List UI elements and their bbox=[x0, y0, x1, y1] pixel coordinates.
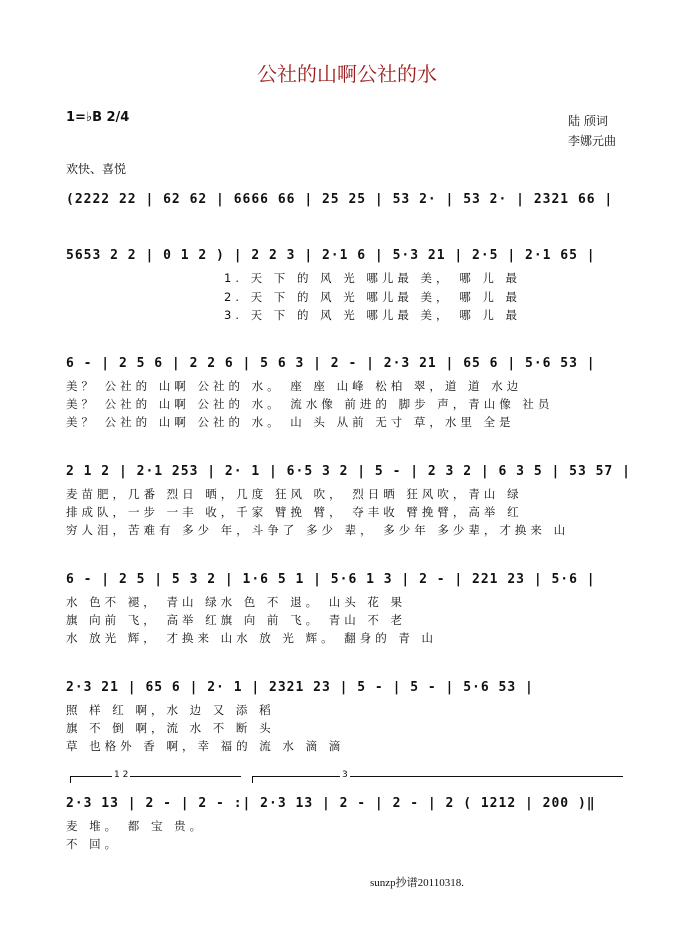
lyric-line-2-verse-2: 2. 天 下 的 风 光 哪儿最 美， 哪 儿 最 bbox=[224, 290, 522, 304]
lyric-line-6-verse-3: 草 也格外 香 啊，幸 福的 流 水 滴 滴 bbox=[66, 739, 345, 753]
lyric-line-7-verse-1: 麦 堆。 都 宝 贵。 bbox=[66, 819, 206, 833]
transcriber-note: sunzp抄谱20110318. bbox=[370, 877, 465, 889]
lyricist-credit: 陆 颀词 bbox=[568, 114, 608, 128]
composer-credit: 李娜元曲 bbox=[568, 134, 617, 148]
lyric-line-3-verse-1: 美？ 公社的 山啊 公社的 水。 座 座 山峰 松柏 翠，道 道 水边 bbox=[66, 379, 523, 393]
score-line-3: 6 - | 2 5 6 | 2 2 6 | 5 6 3 | 2 - | 2·3 21 | 65 6 | 5·6 53 | bbox=[66, 356, 596, 371]
lyric-line-5-verse-2: 旗 向前 飞， 高举 红旗 向 前 飞。 青山 不 老 bbox=[66, 613, 407, 627]
score-line-4: 2 1 2 | 2·1 253 | 2· 1 | 6·5 3 2 | 5 - | 2 3 2 | 6 3 5 | 53 57 | bbox=[66, 464, 631, 479]
score-line-7: 2·3 13 | 2 - | 2 - :| 2·3 13 | 2 - | 2 - | 2 ( 1212 | 200 )‖ bbox=[66, 796, 596, 811]
lyric-line-2-verse-3: 3. 天 下 的 风 光 哪儿最 美， 哪 儿 最 bbox=[224, 308, 522, 322]
lyric-line-6-verse-2: 旗 不 倒 啊，流 水 不 断 头 bbox=[66, 721, 275, 735]
volta-bracket-2 bbox=[252, 776, 623, 783]
lyric-line-4-verse-1: 麦苗肥，几番 烈日 晒，几度 狂风 吹， 烈日晒 狂风吹，青山 绿 bbox=[66, 487, 523, 501]
lyric-line-6-verse-1: 照 样 红 啊，水 边 又 添 稻 bbox=[66, 703, 275, 717]
key-signature: 1=♭B 2/4 bbox=[66, 110, 130, 125]
lyric-line-2-verse-1: 1. 天 下 的 风 光 哪儿最 美， 哪 儿 最 bbox=[224, 271, 522, 285]
tempo-marking: 欢快、喜悦 bbox=[66, 162, 127, 176]
lyric-line-3-verse-3: 美？ 公社的 山啊 公社的 水。 山 头 从前 无寸 草，水里 全是 bbox=[66, 415, 515, 429]
score-line-6: 2·3 21 | 65 6 | 2· 1 | 2321 23 | 5 - | 5 - | 5·6 53 | bbox=[66, 680, 534, 695]
lyric-line-5-verse-3: 水 放光 辉， 才换来 山水 放 光 辉。 翻身的 青 山 bbox=[66, 631, 438, 645]
lyric-line-4-verse-2: 排成队，一步 一丰 收，千家 臂挽 臂， 夺丰收 臂挽臂，高举 红 bbox=[66, 505, 523, 519]
volta-label-1: 1 2 bbox=[114, 770, 129, 780]
lyric-line-5-verse-1: 水 色不 褪， 青山 绿水 色 不 退。 山头 花 果 bbox=[66, 595, 407, 609]
volta-label-2: 3 bbox=[342, 770, 348, 780]
score-line-2: 5653 2 2 | 0 1 2 ) | 2 2 3 | 2·1 6 | 5·3 21 | 2·5 | 2·1 65 | bbox=[66, 248, 596, 263]
lyric-line-3-verse-2: 美？ 公社的 山啊 公社的 水。 流水像 前进的 脚步 声，青山像 社员 bbox=[66, 397, 554, 411]
score-line-1: (2222 22 | 62 62 | 6666 66 | 25 25 | 53 2· | 53 2· | 2321 66 | bbox=[66, 192, 614, 207]
lyric-line-4-verse-3: 穷人泪，苦难有 多少 年，斗争了 多少 辈， 多少年 多少辈，才换来 山 bbox=[66, 523, 570, 537]
lyric-line-7-verse-2: 不 回。 bbox=[66, 837, 121, 851]
score-line-5: 6 - | 2 5 | 5 3 2 | 1·6 5 1 | 5·6 1 3 | 2 - | 221 23 | 5·6 | bbox=[66, 572, 596, 587]
song-title: 公社的山啊公社的水 bbox=[257, 62, 437, 86]
volta-bracket-1 bbox=[70, 776, 241, 783]
